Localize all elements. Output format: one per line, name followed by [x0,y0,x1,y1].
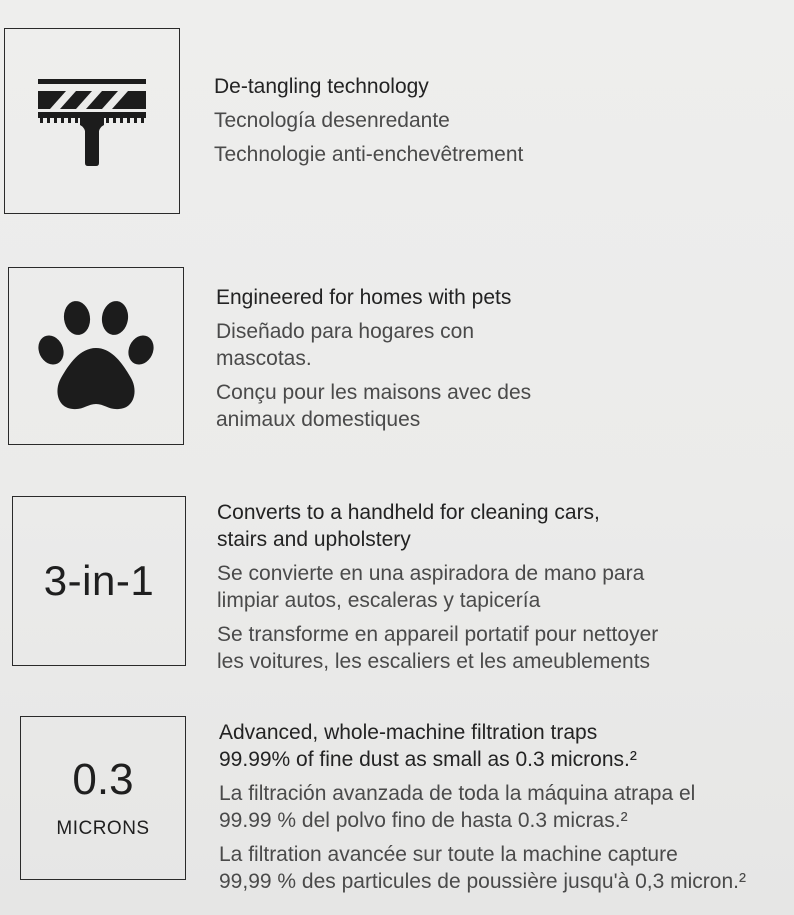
microns-unit: MICRONS [56,818,150,839]
brush-bar-icon [36,75,148,167]
detangling-text [214,73,774,168]
detangling-en-line1: De-tangling technology [214,75,429,98]
pets-icon-box [8,267,184,445]
3-in-1-es-line1: Se convierte en una aspiradora de mano para [217,562,645,585]
3-in-1-label: 3-in-1 [43,557,155,604]
microns-text [219,719,779,895]
3-in-1-en-line1: Converts to a handheld for cleaning cars, [217,501,600,524]
3-in-1-text [217,499,777,675]
detangling-icon-box [4,28,180,214]
detangling-es-line1: Tecnología desenredante [214,109,450,132]
microns-es-line2: 99.99 % del polvo fino de hasta 0.3 micras.² [219,809,628,832]
3-in-1-es-line2: limpiar autos, escaleras y tapicería [217,589,541,612]
3-in-1-icon-box [12,496,186,666]
microns-icon-box [20,716,186,880]
pets-text [216,284,776,433]
paw-icon [37,298,155,414]
microns-en-line1: Advanced, whole-machine filtration traps [219,721,598,744]
pets-fr-line2: animaux domestiques [216,408,421,431]
pets-es-line2: mascotas. [216,347,312,370]
microns-fr-line2: 99,99 % des particules de poussière jusqu'à 0,3 micron.² [219,870,746,893]
detangling-fr-line1: Technologie anti-enchevêtrement [214,143,524,166]
pets-es-line1: Diseñado para hogares con [216,320,475,343]
pets-en-line1: Engineered for homes with pets [216,286,512,309]
microns-en-line2: 99.99% of fine dust as small as 0.3 microns.² [219,748,637,771]
3-in-1-en-line2: stairs and upholstery [217,528,411,551]
microns-es-line1: La filtración avanzada de toda la máquina atrapa el [219,782,696,805]
3-in-1-fr-line2: les voitures, les escaliers et les ameublements [217,650,651,673]
microns-value: 0.3 [72,755,134,804]
pets-fr-line1: Conçu pour les maisons avec des [216,381,532,404]
3-in-1-fr-line1: Se transforme en appareil portatif pour nettoyer [217,623,659,646]
microns-fr-line1: La filtration avancée sur toute la machine capture [219,843,678,866]
